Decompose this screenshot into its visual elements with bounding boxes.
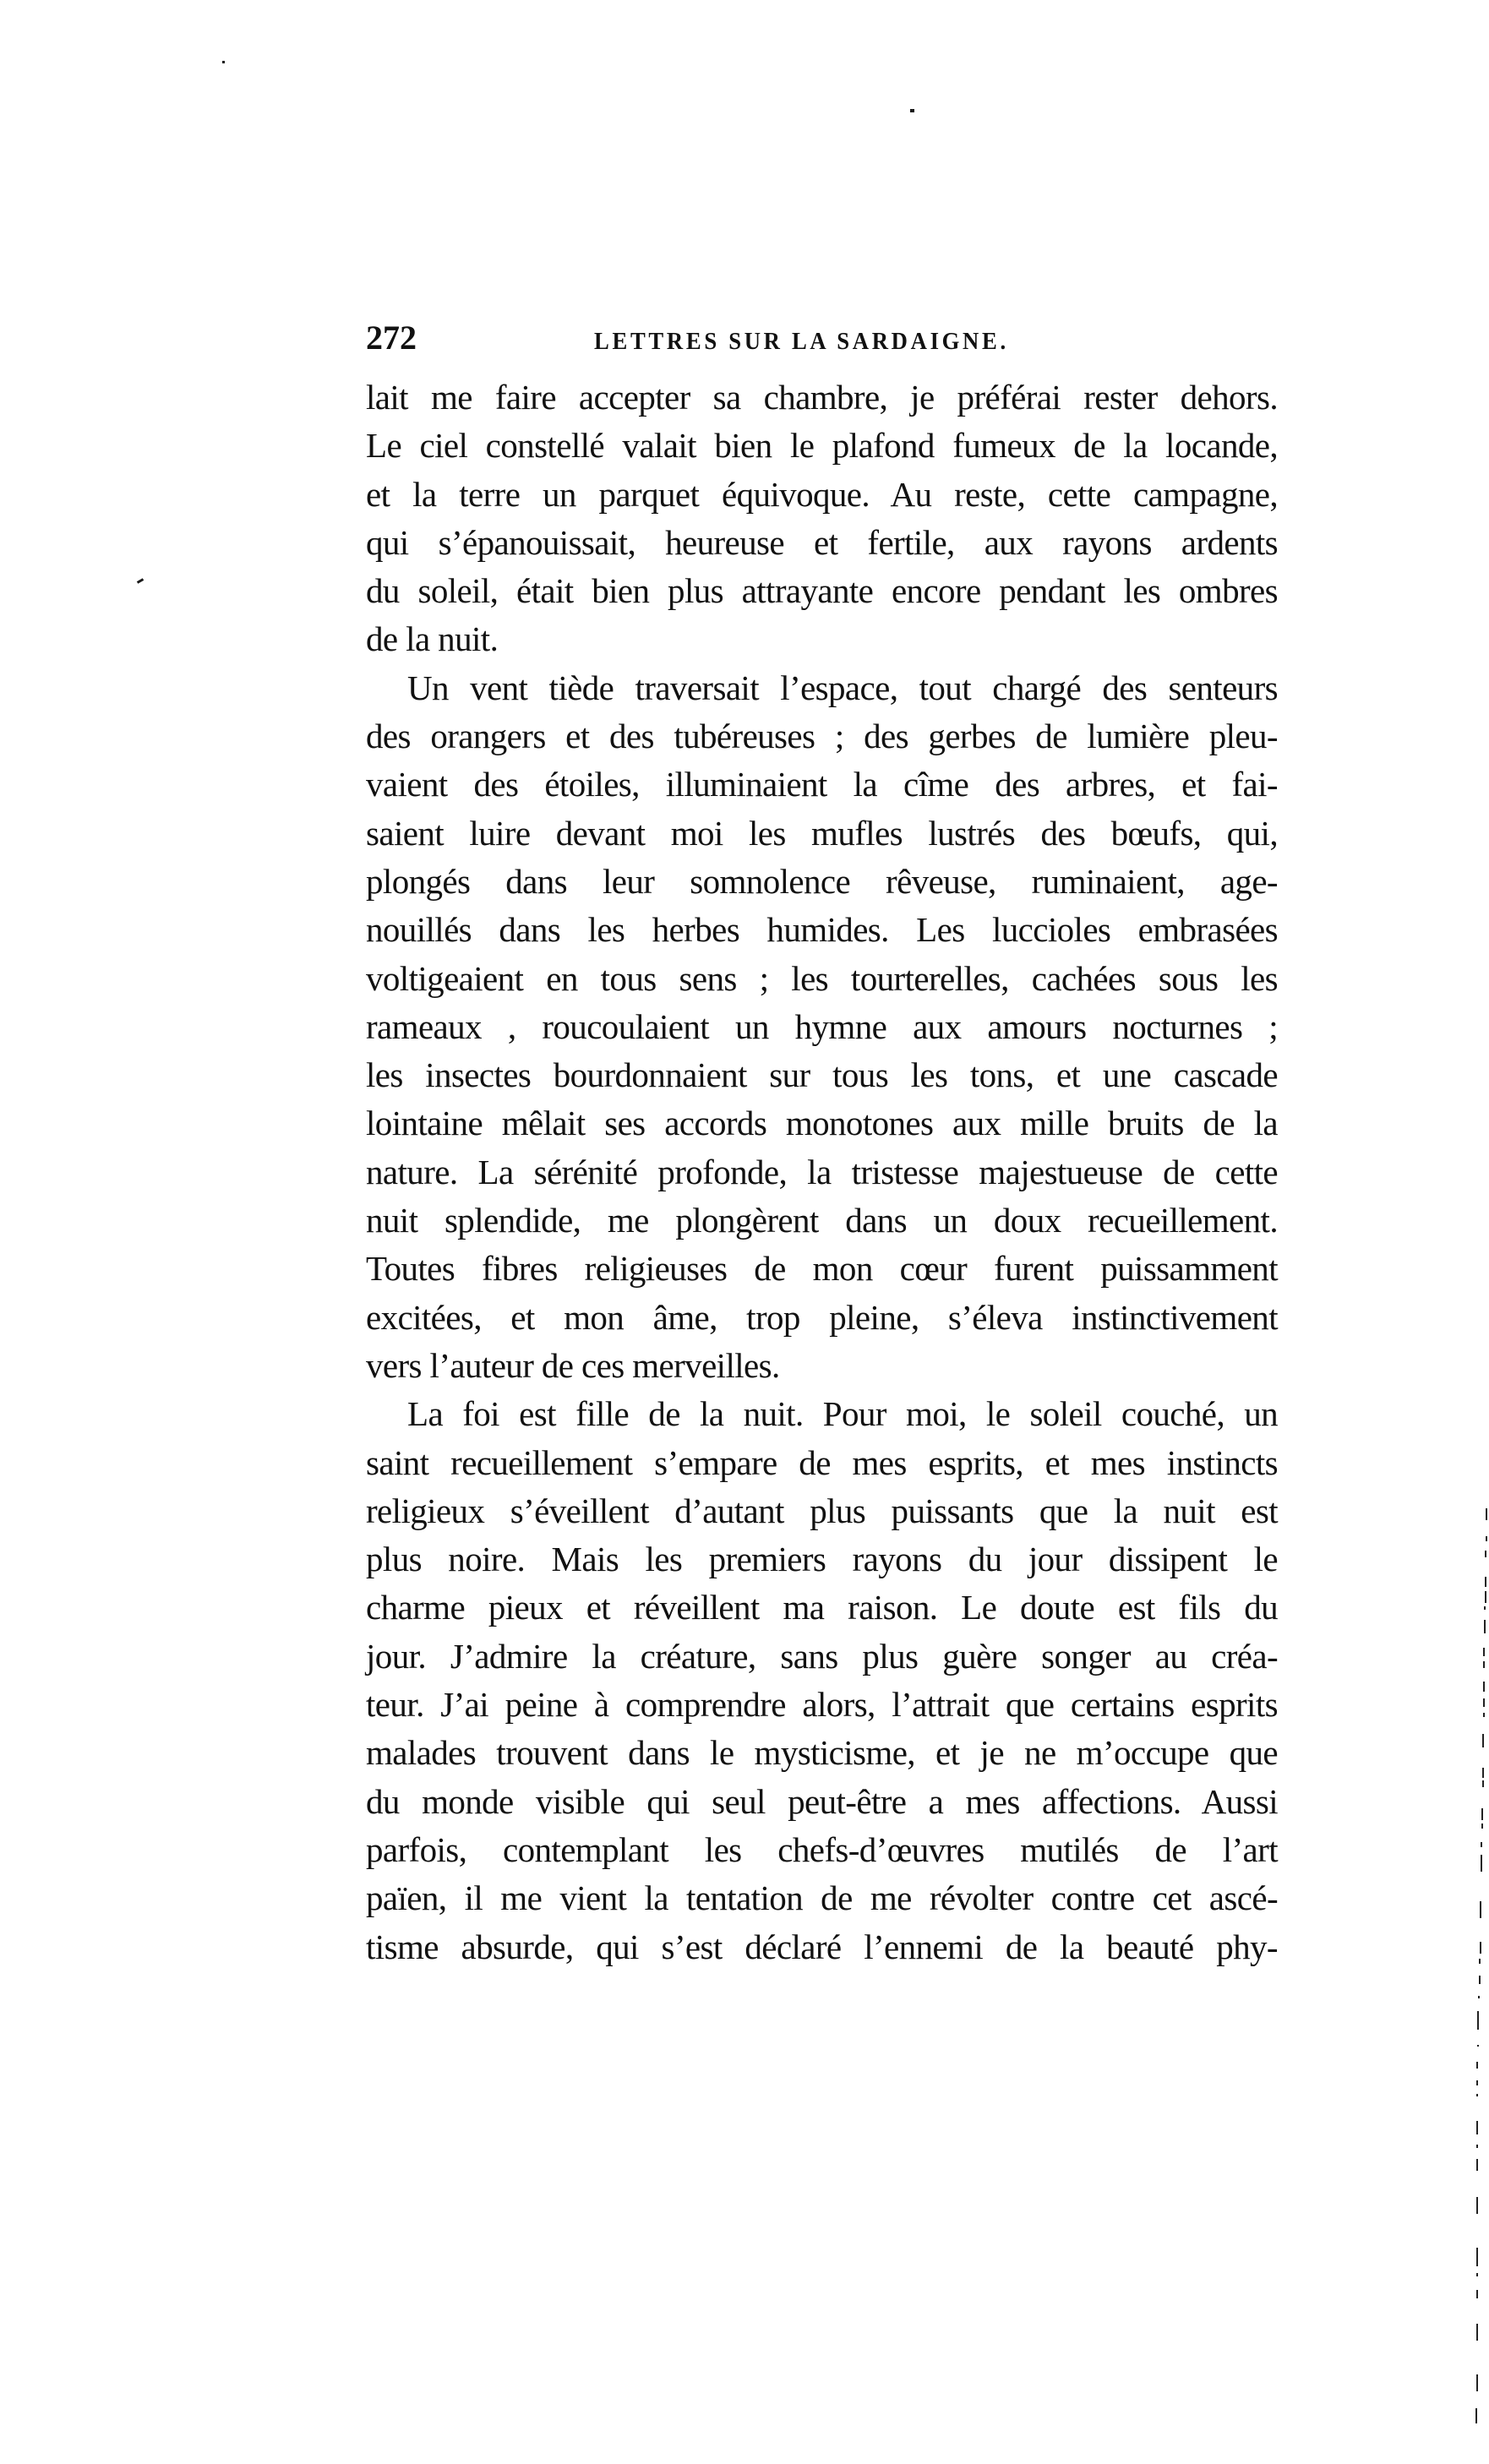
text-line: rameaux , roucoulaient un hymne aux amours nocturnes ; xyxy=(366,1006,1278,1046)
text-line: voltigeaient en tous sens ; les tourterelles, cachées sous les xyxy=(366,958,1278,998)
text-line: des orangers et des tubéreuses ; des gerbes de lumière pleu- xyxy=(366,717,1278,756)
binding-edge-mark xyxy=(1482,1734,1484,1747)
binding-edge-mark xyxy=(1479,1959,1481,1964)
binding-edge-mark xyxy=(1486,1508,1487,1520)
scan-speck xyxy=(910,109,914,112)
running-title: LETTRES SUR LA SARDAIGNE. xyxy=(594,328,1009,355)
binding-edge-mark xyxy=(1485,1577,1486,1587)
text-line: tisme absurde, qui s’est déclaré l’ennemi de la beauté phy- xyxy=(366,1927,1278,1966)
binding-edge-mark xyxy=(1480,1942,1481,1954)
binding-edge-mark xyxy=(1481,1842,1482,1847)
text-line: païen, il me vient la tentation de me révolter contre cet ascé- xyxy=(366,1878,1278,1918)
binding-edge-mark xyxy=(1476,2121,1478,2134)
binding-edge-mark xyxy=(1477,2045,1479,2047)
binding-edge-mark xyxy=(1481,1823,1483,1829)
body-text xyxy=(366,373,1278,1971)
binding-edge-mark xyxy=(1485,1591,1486,1603)
binding-edge-mark xyxy=(1479,1976,1481,1984)
text-line: qui s’épanouissait, heureuse et fertile, aux rayons ardents xyxy=(366,522,1278,562)
binding-edge-mark xyxy=(1483,1682,1485,1692)
text-line: plongés dans leur somnolence rêveuse, ruminaient, age- xyxy=(366,861,1278,901)
text-line-paragraph-end: de la nuit. xyxy=(366,619,499,659)
text-line: nature. La sérénité profonde, la tristesse majestueuse de cette xyxy=(366,1152,1278,1191)
page-number: 272 xyxy=(366,319,417,357)
text-line: charme pieux et réveillent ma raison. Le doute est fils du xyxy=(366,1588,1278,1627)
text-line: malades trouvent dans le mysticisme, et je ne m’occupe que xyxy=(366,1733,1278,1773)
running-head xyxy=(366,319,1278,357)
binding-edge-mark xyxy=(1477,2011,1479,2030)
text-line: les insectes bourdonnaient sur tous les tons, et une cascade xyxy=(366,1055,1278,1095)
text-line: saint recueillement s’empare de mes esprits, et mes instincts xyxy=(366,1442,1278,1482)
binding-edge-mark xyxy=(1484,1620,1486,1633)
binding-edge-mark xyxy=(1476,2145,1478,2148)
text-line: religieux s’éveillent d’autant plus puissants que la nuit est xyxy=(366,1491,1278,1530)
text-line: jour. J’admire la créature, sans plus guère songer au créa- xyxy=(366,1636,1278,1676)
binding-edge-mark xyxy=(1483,1713,1485,1717)
binding-edge-mark xyxy=(1483,1661,1485,1668)
binding-edge-mark xyxy=(1480,1901,1481,1918)
binding-edge-mark xyxy=(1476,2094,1478,2096)
text-line-paragraph-end: vers l’auteur de ces merveilles. xyxy=(366,1345,780,1385)
text-line-paragraph-start: Un vent tiède traversait l’espace, tout chargé des senteurs xyxy=(407,668,1278,707)
binding-edge-mark xyxy=(1484,1606,1486,1610)
binding-edge-mark xyxy=(1483,1698,1485,1707)
binding-edge-mark xyxy=(1476,2062,1478,2069)
text-line: parfois, contemplant les chefs-d’œuvres mutilés de l’art xyxy=(366,1829,1278,1869)
binding-edge-mark xyxy=(1485,1551,1486,1557)
binding-edge-mark xyxy=(1475,2408,1477,2423)
text-line: lointaine mêlait ses accords monotones aux mille bruits de la xyxy=(366,1104,1278,1143)
text-line: nuit splendide, me plongèrent dans un doux recueillement. xyxy=(366,1201,1278,1240)
text-line: lait me faire accepter sa chambre, je préférai rester dehors. xyxy=(366,378,1278,417)
binding-edge-mark xyxy=(1481,1808,1483,1820)
text-line: du soleil, était bien plus attrayante encore pendant les ombres xyxy=(366,571,1278,611)
binding-edge-mark xyxy=(1476,2159,1478,2171)
text-line: nouillés dans les herbes humides. Les luccioles embrasées xyxy=(366,910,1278,950)
text-line: Toutes fibres religieuses de mon cœur furent puissamment xyxy=(366,1249,1278,1289)
binding-edge-mark xyxy=(1476,2197,1478,2214)
binding-edge-mark xyxy=(1476,2290,1478,2298)
text-line: Le ciel constellé valait bien le plafond fumeux de la locande, xyxy=(366,426,1278,466)
text-line: teur. J’ai peine à comprendre alors, l’attrait que certains esprits xyxy=(366,1685,1278,1725)
binding-edge-mark xyxy=(1476,2374,1478,2391)
binding-edge-mark xyxy=(1476,2273,1478,2276)
binding-edge-mark xyxy=(1481,1855,1482,1872)
text-line: excitées, et mon âme, trop pleine, s’éleva instinctivement xyxy=(366,1297,1278,1337)
text-line: plus noire. Mais les premiers rayons du jour dissipent le xyxy=(366,1540,1278,1579)
binding-edge-mark xyxy=(1482,1768,1484,1778)
binding-edge-mark xyxy=(1476,2248,1478,2266)
text-line: saient luire devant moi les mufles lustrés des bœufs, qui, xyxy=(366,813,1278,853)
text-line: et la terre un parquet équivoque. Au reste, cette campagne, xyxy=(366,474,1278,514)
binding-edge-mark xyxy=(1478,1996,1480,1998)
text-line: vaient des étoiles, illuminaient la cîme des arbres, et fai- xyxy=(366,765,1278,804)
binding-edge-mark xyxy=(1483,1648,1485,1656)
scan-speck xyxy=(222,61,225,63)
binding-edge-mark xyxy=(1476,2324,1478,2341)
scan-speck xyxy=(137,578,144,584)
text-line-paragraph-start: La foi est fille de la nuit. Pour moi, le soleil couché, un xyxy=(407,1394,1278,1434)
binding-edge-mark xyxy=(1482,1780,1484,1787)
binding-edge-mark xyxy=(1476,2080,1478,2085)
text-line: du monde visible qui seul peut-être a mes affections. Aussi xyxy=(366,1781,1278,1821)
binding-edge-mark xyxy=(1486,1536,1487,1541)
